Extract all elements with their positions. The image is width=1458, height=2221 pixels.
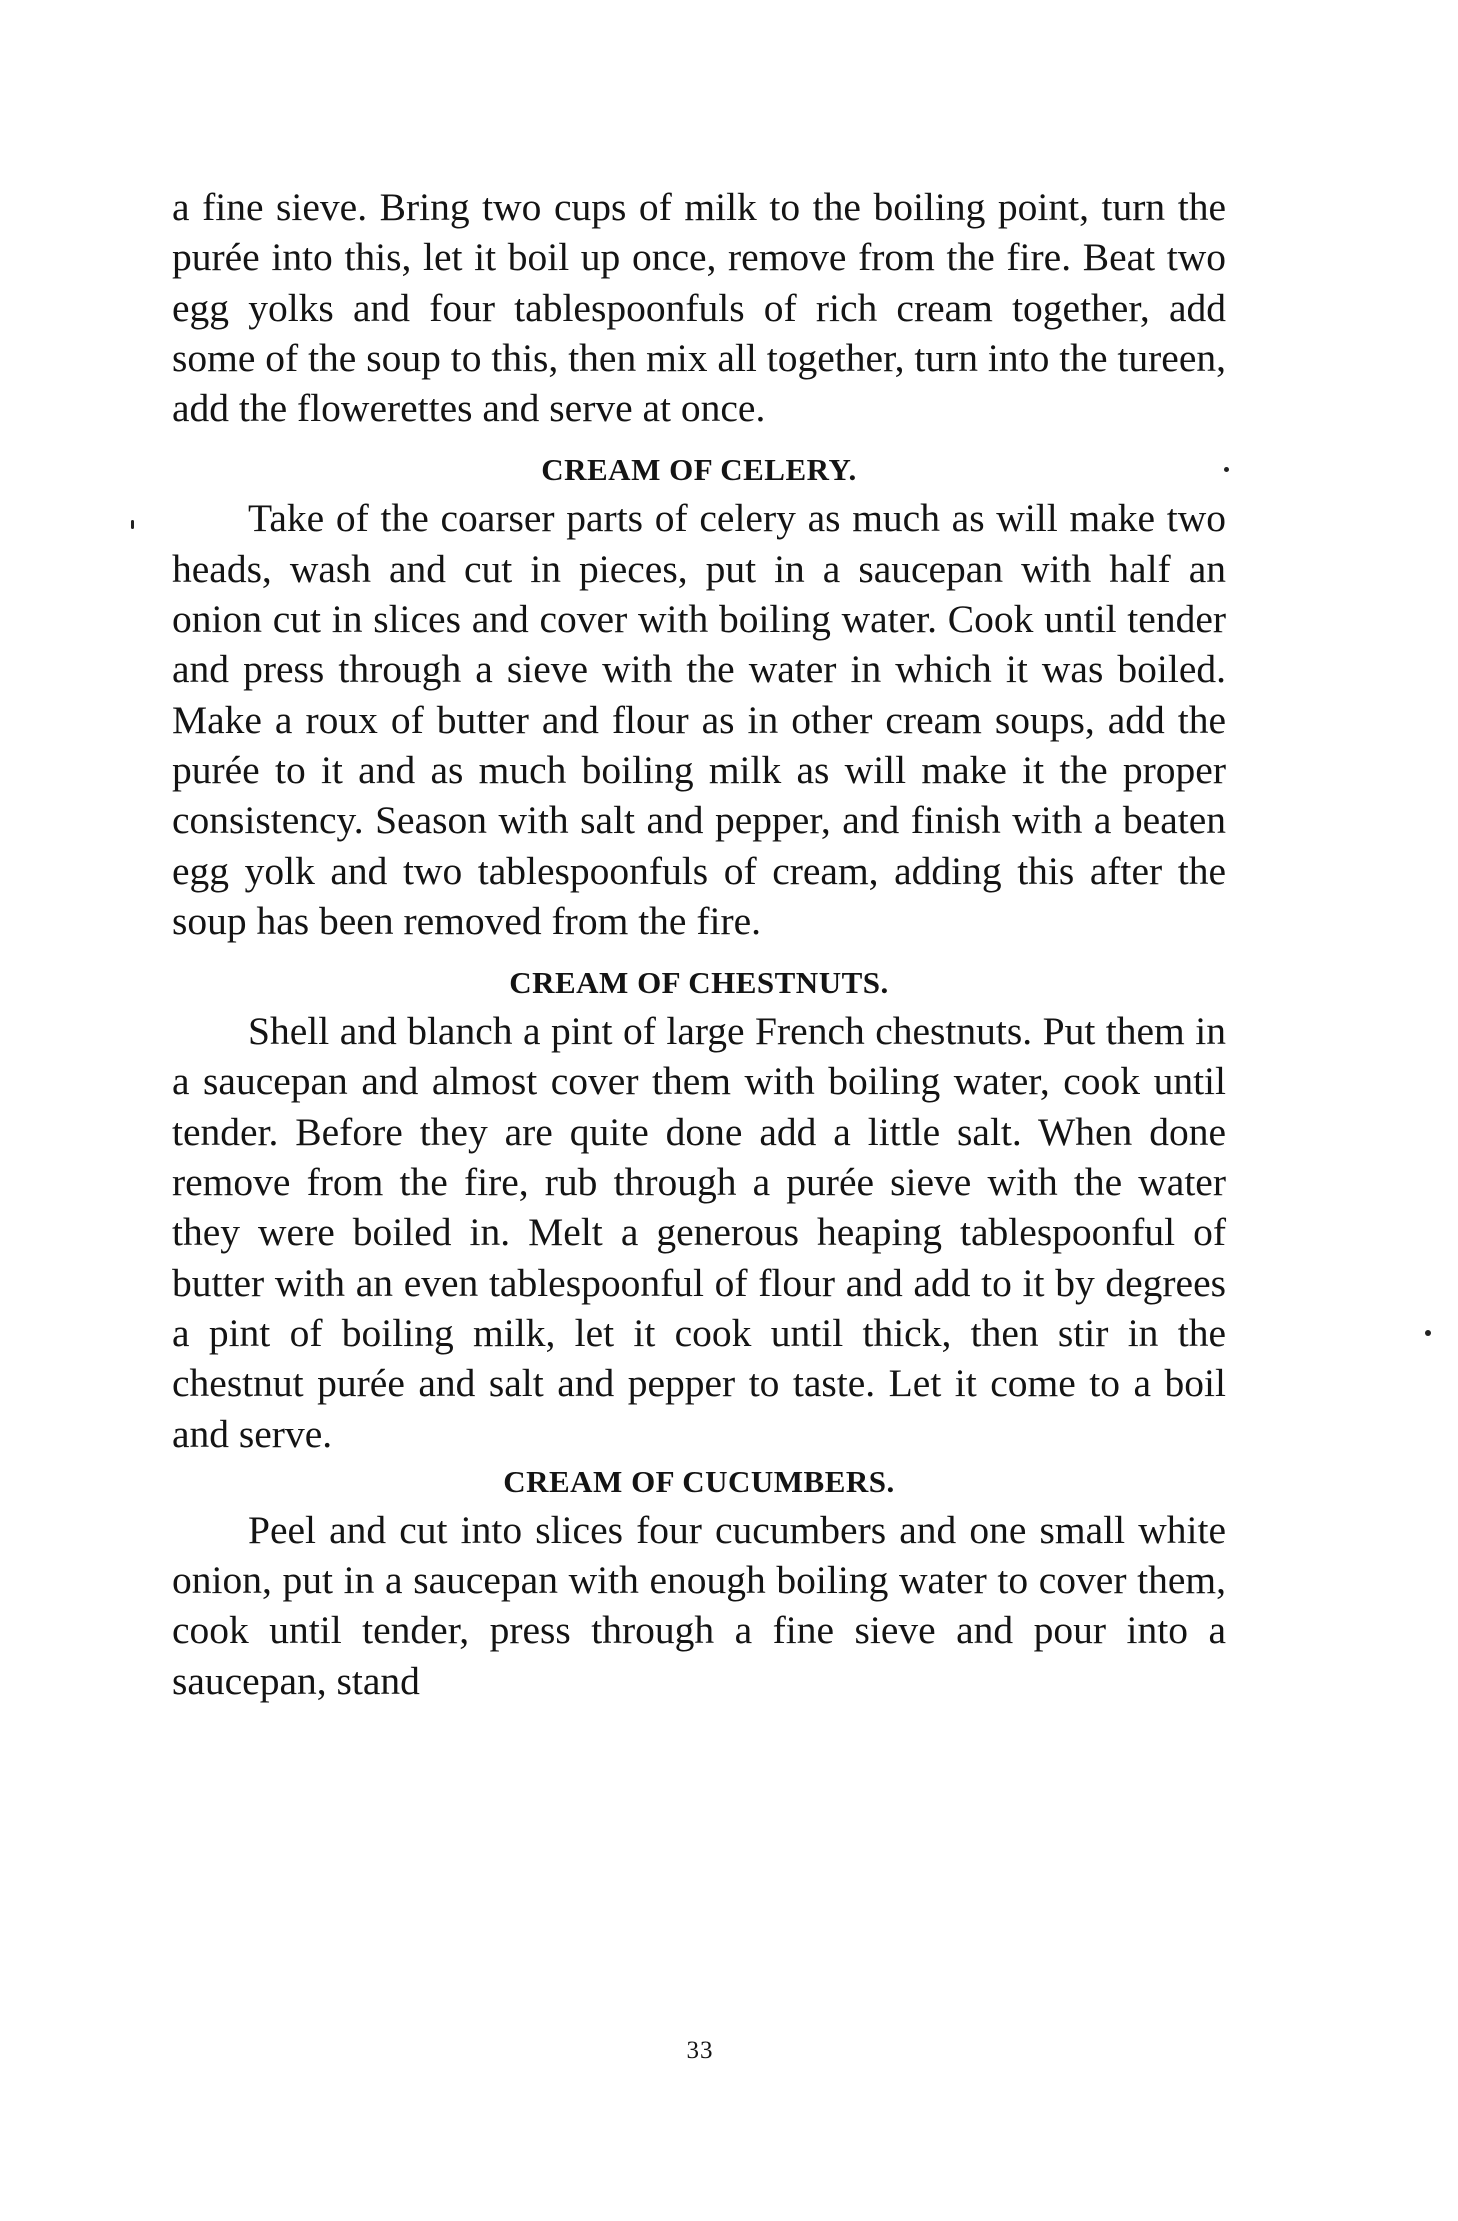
recipe-heading-chestnuts: CREAM OF CHESTNUTS. [509,965,889,1001]
print-speck-mark [1224,467,1229,472]
print-speck-mark [1425,1330,1431,1336]
recipe-text-cucumbers: Peel and cut into slices four cucumbers and one small white onion, put in a saucepan with enough boiling water to cover them, cook until tender, press through a fine sieve and pour into a saucepan, stand [172,1507,1226,1703]
page-text [172,182,1226,1706]
recipe-heading-cucumbers: CREAM OF CUCUMBERS. [503,1463,895,1499]
page-number: 33 [686,2037,714,2064]
print-speck-mark [131,520,134,529]
intro-paragraph: a fine sieve. Bring two cups of milk to the boiling point, turn the purée into this, let it boil up once, remove from the fire. Beat two egg yolks and four tablespoonfuls of rich cream together, add some of the soup to this, then mix all together, turn into the tureen, add the flowerettes and serve at once. [172,185,1226,431]
recipe-heading-celery: CREAM OF CELERY. [541,452,857,488]
recipe-text-chestnuts: Shell and blanch a pint of large French chestnuts. Put them in a saucepan and almost cover them with boiling water, cook until tender. Before they are quite done add a little salt. When done remove from the fire, rub through a purée sieve with the water they were boiled in. Melt a generous heaping tablespoonful of butter with an even tablespoonful of flour and add to it by degrees a pint of boiling milk, let it cook until thick, then stir in the chestnut purée and salt and pepper to taste. Let it come to a boil and serve. [172,1009,1226,1456]
recipe-text-celery: Take of the coarser parts of celery as much as will make two heads, wash and cut in pieces, put in a saucepan with half an onion cut in slices and cover with boiling water. Cook until tender and press through a sieve with the water in which it was boiled. Make a roux of butter and flour as in other cream soups, add the purée to it and as much boiling milk as will make it the proper consistency. Season with salt and pepper, and finish with a beaten egg yolk and two tablespoonfuls of cream, adding this after the soup has been removed from the fire. [172,496,1226,943]
